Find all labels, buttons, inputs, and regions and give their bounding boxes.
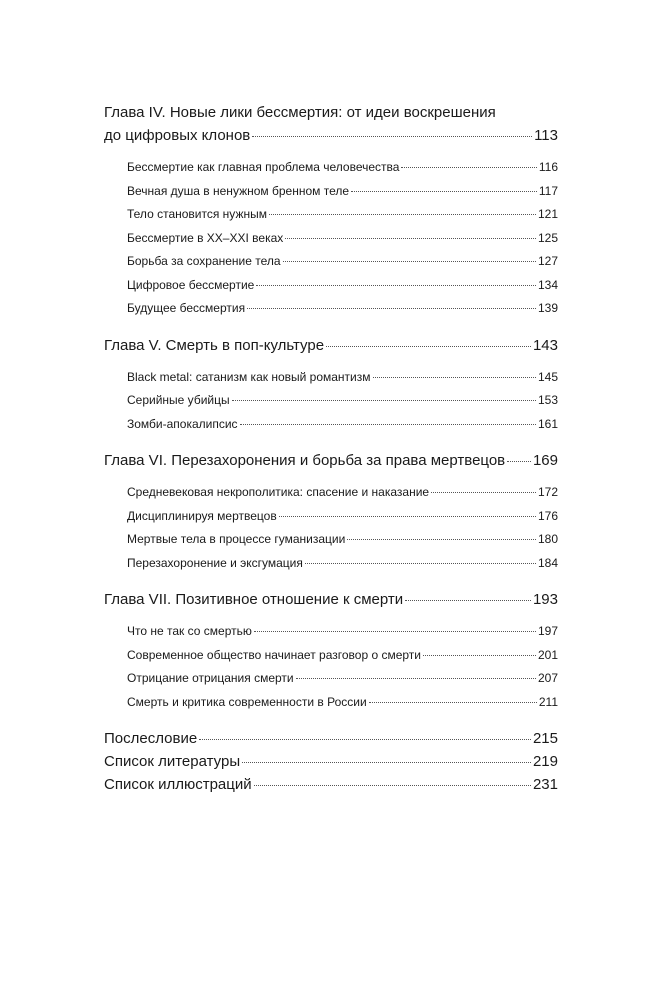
page-number: 116 <box>538 160 558 174</box>
dot-leader <box>247 308 536 309</box>
section-title: Будущее бессмертия <box>127 301 246 315</box>
toc-entry[interactable] <box>127 227 558 251</box>
back-matter-title: Список иллюстраций <box>104 776 252 793</box>
page-number: 143 <box>532 336 558 354</box>
page-number: 161 <box>537 416 558 431</box>
page-number: 127 <box>537 254 558 268</box>
toc-entry[interactable] <box>104 588 558 611</box>
toc-entry[interactable] <box>127 389 558 413</box>
page-number: 176 <box>537 508 558 523</box>
section-title: Смерть и критика современности в России <box>127 694 367 709</box>
back-matter-title: Послесловие <box>104 730 198 747</box>
dot-leader <box>305 563 536 564</box>
page-number: 121 <box>537 207 558 221</box>
dot-leader <box>507 461 531 462</box>
page-number: 169 <box>532 452 558 469</box>
dot-leader <box>405 600 531 601</box>
section-title: Серийные убийцы <box>127 393 230 407</box>
page-number: 139 <box>537 301 558 315</box>
page-number: 201 <box>537 647 558 662</box>
toc-entry[interactable] <box>104 334 558 357</box>
toc-entry[interactable] <box>127 528 558 552</box>
dot-leader <box>232 400 536 401</box>
toc-entry[interactable] <box>127 250 558 274</box>
back-matter-title: Список литературы <box>104 753 241 770</box>
page-number: 215 <box>532 730 558 747</box>
section-title: Цифровое бессмертие <box>127 277 255 292</box>
section-title: Тело становится нужным <box>127 207 267 221</box>
dot-leader <box>285 238 536 239</box>
toc-entry[interactable] <box>127 644 558 668</box>
page-number: 117 <box>538 183 558 198</box>
section-list <box>104 156 558 321</box>
section-title: Бессмертие как главная проблема человечества <box>127 160 400 174</box>
dot-leader <box>254 785 531 786</box>
section-title: Вечная душа в ненужном бренном теле <box>127 183 350 198</box>
section-title: Отрицание отрицания смерти <box>127 671 294 685</box>
dot-leader <box>326 346 531 347</box>
toc-entry[interactable] <box>104 449 558 472</box>
section-title: Зомби-апокалипсис <box>127 416 238 431</box>
page-number: 125 <box>537 230 558 245</box>
toc-entry[interactable] <box>127 366 558 390</box>
dot-leader <box>296 678 536 679</box>
chapter-title: Глава IV. Новые лики бессмертия: от идеи воскрешения <box>104 104 496 121</box>
section-list <box>104 620 558 714</box>
dot-leader <box>254 631 536 632</box>
section-title: Что не так со смертью <box>127 624 252 638</box>
dot-leader <box>199 739 531 740</box>
chapter-5 <box>104 334 558 437</box>
toc-entry[interactable] <box>127 156 558 180</box>
page-number: 113 <box>534 127 558 144</box>
section-list <box>104 366 558 437</box>
dot-leader <box>240 424 536 425</box>
toc-entry[interactable] <box>127 620 558 644</box>
page-number: 197 <box>537 624 558 638</box>
chapter-4 <box>104 101 558 321</box>
toc-entry[interactable] <box>104 750 558 773</box>
page-number: 193 <box>532 591 558 608</box>
chapter-title: Глава VII. Позитивное отношение к смерти <box>104 591 404 608</box>
dot-leader <box>279 516 536 517</box>
page-number: 184 <box>537 555 558 570</box>
page-number: 172 <box>537 485 558 499</box>
toc-entry[interactable] <box>104 773 558 796</box>
chapter-title: Глава V. Смерть в поп-культуре <box>104 336 325 354</box>
chapter-6 <box>104 449 558 575</box>
toc-entry[interactable] <box>127 180 558 204</box>
page-number: 134 <box>537 277 558 292</box>
dot-leader <box>431 492 536 493</box>
chapter-title-continued: до цифровых клонов <box>104 127 251 144</box>
section-title: Дисциплинируя мертвецов <box>127 508 277 523</box>
section-title: Black metal: сатанизм как новый романтизм <box>127 369 371 384</box>
page-number: 211 <box>538 694 558 709</box>
toc-entry[interactable] <box>127 691 558 715</box>
toc-entry[interactable] <box>127 505 558 529</box>
toc-entry[interactable] <box>127 413 558 437</box>
page-number: 219 <box>532 753 558 770</box>
section-title: Мертвые тела в процессе гуманизации <box>127 532 346 546</box>
section-title: Средневековая некрополитика: спасение и наказание <box>127 485 430 499</box>
toc-entry[interactable] <box>127 552 558 576</box>
section-title: Бессмертие в XX–XXI веках <box>127 230 284 245</box>
section-title: Борьба за сохранение тела <box>127 254 281 268</box>
toc-entry[interactable] <box>127 274 558 298</box>
dot-leader <box>283 261 536 262</box>
section-title: Перезахоронение и эксгумация <box>127 555 303 570</box>
dot-leader <box>401 167 536 168</box>
section-list <box>104 481 558 575</box>
toc-entry[interactable] <box>127 203 558 227</box>
dot-leader <box>423 655 536 656</box>
chapter-7 <box>104 588 558 714</box>
dot-leader <box>347 539 536 540</box>
page-number: 207 <box>537 671 558 685</box>
section-title: Современное общество начинает разговор о смерти <box>127 647 421 662</box>
back-matter <box>104 727 558 796</box>
chapter-title: Глава VI. Перезахоронения и борьба за права мертвецов <box>104 452 506 469</box>
page-number: 180 <box>537 532 558 546</box>
table-of-contents <box>104 101 558 796</box>
toc-entry[interactable] <box>127 481 558 505</box>
dot-leader <box>373 377 536 378</box>
page-number: 145 <box>537 369 558 384</box>
toc-entry[interactable] <box>127 297 558 321</box>
page-number: 231 <box>532 776 558 793</box>
toc-entry[interactable] <box>104 727 558 750</box>
page-number: 153 <box>537 393 558 407</box>
dot-leader <box>252 136 532 137</box>
toc-entry[interactable] <box>104 124 558 147</box>
dot-leader <box>269 214 536 215</box>
dot-leader <box>256 285 536 286</box>
toc-entry[interactable] <box>127 667 558 691</box>
dot-leader <box>369 702 537 703</box>
dot-leader <box>351 191 537 192</box>
dot-leader <box>242 762 531 763</box>
